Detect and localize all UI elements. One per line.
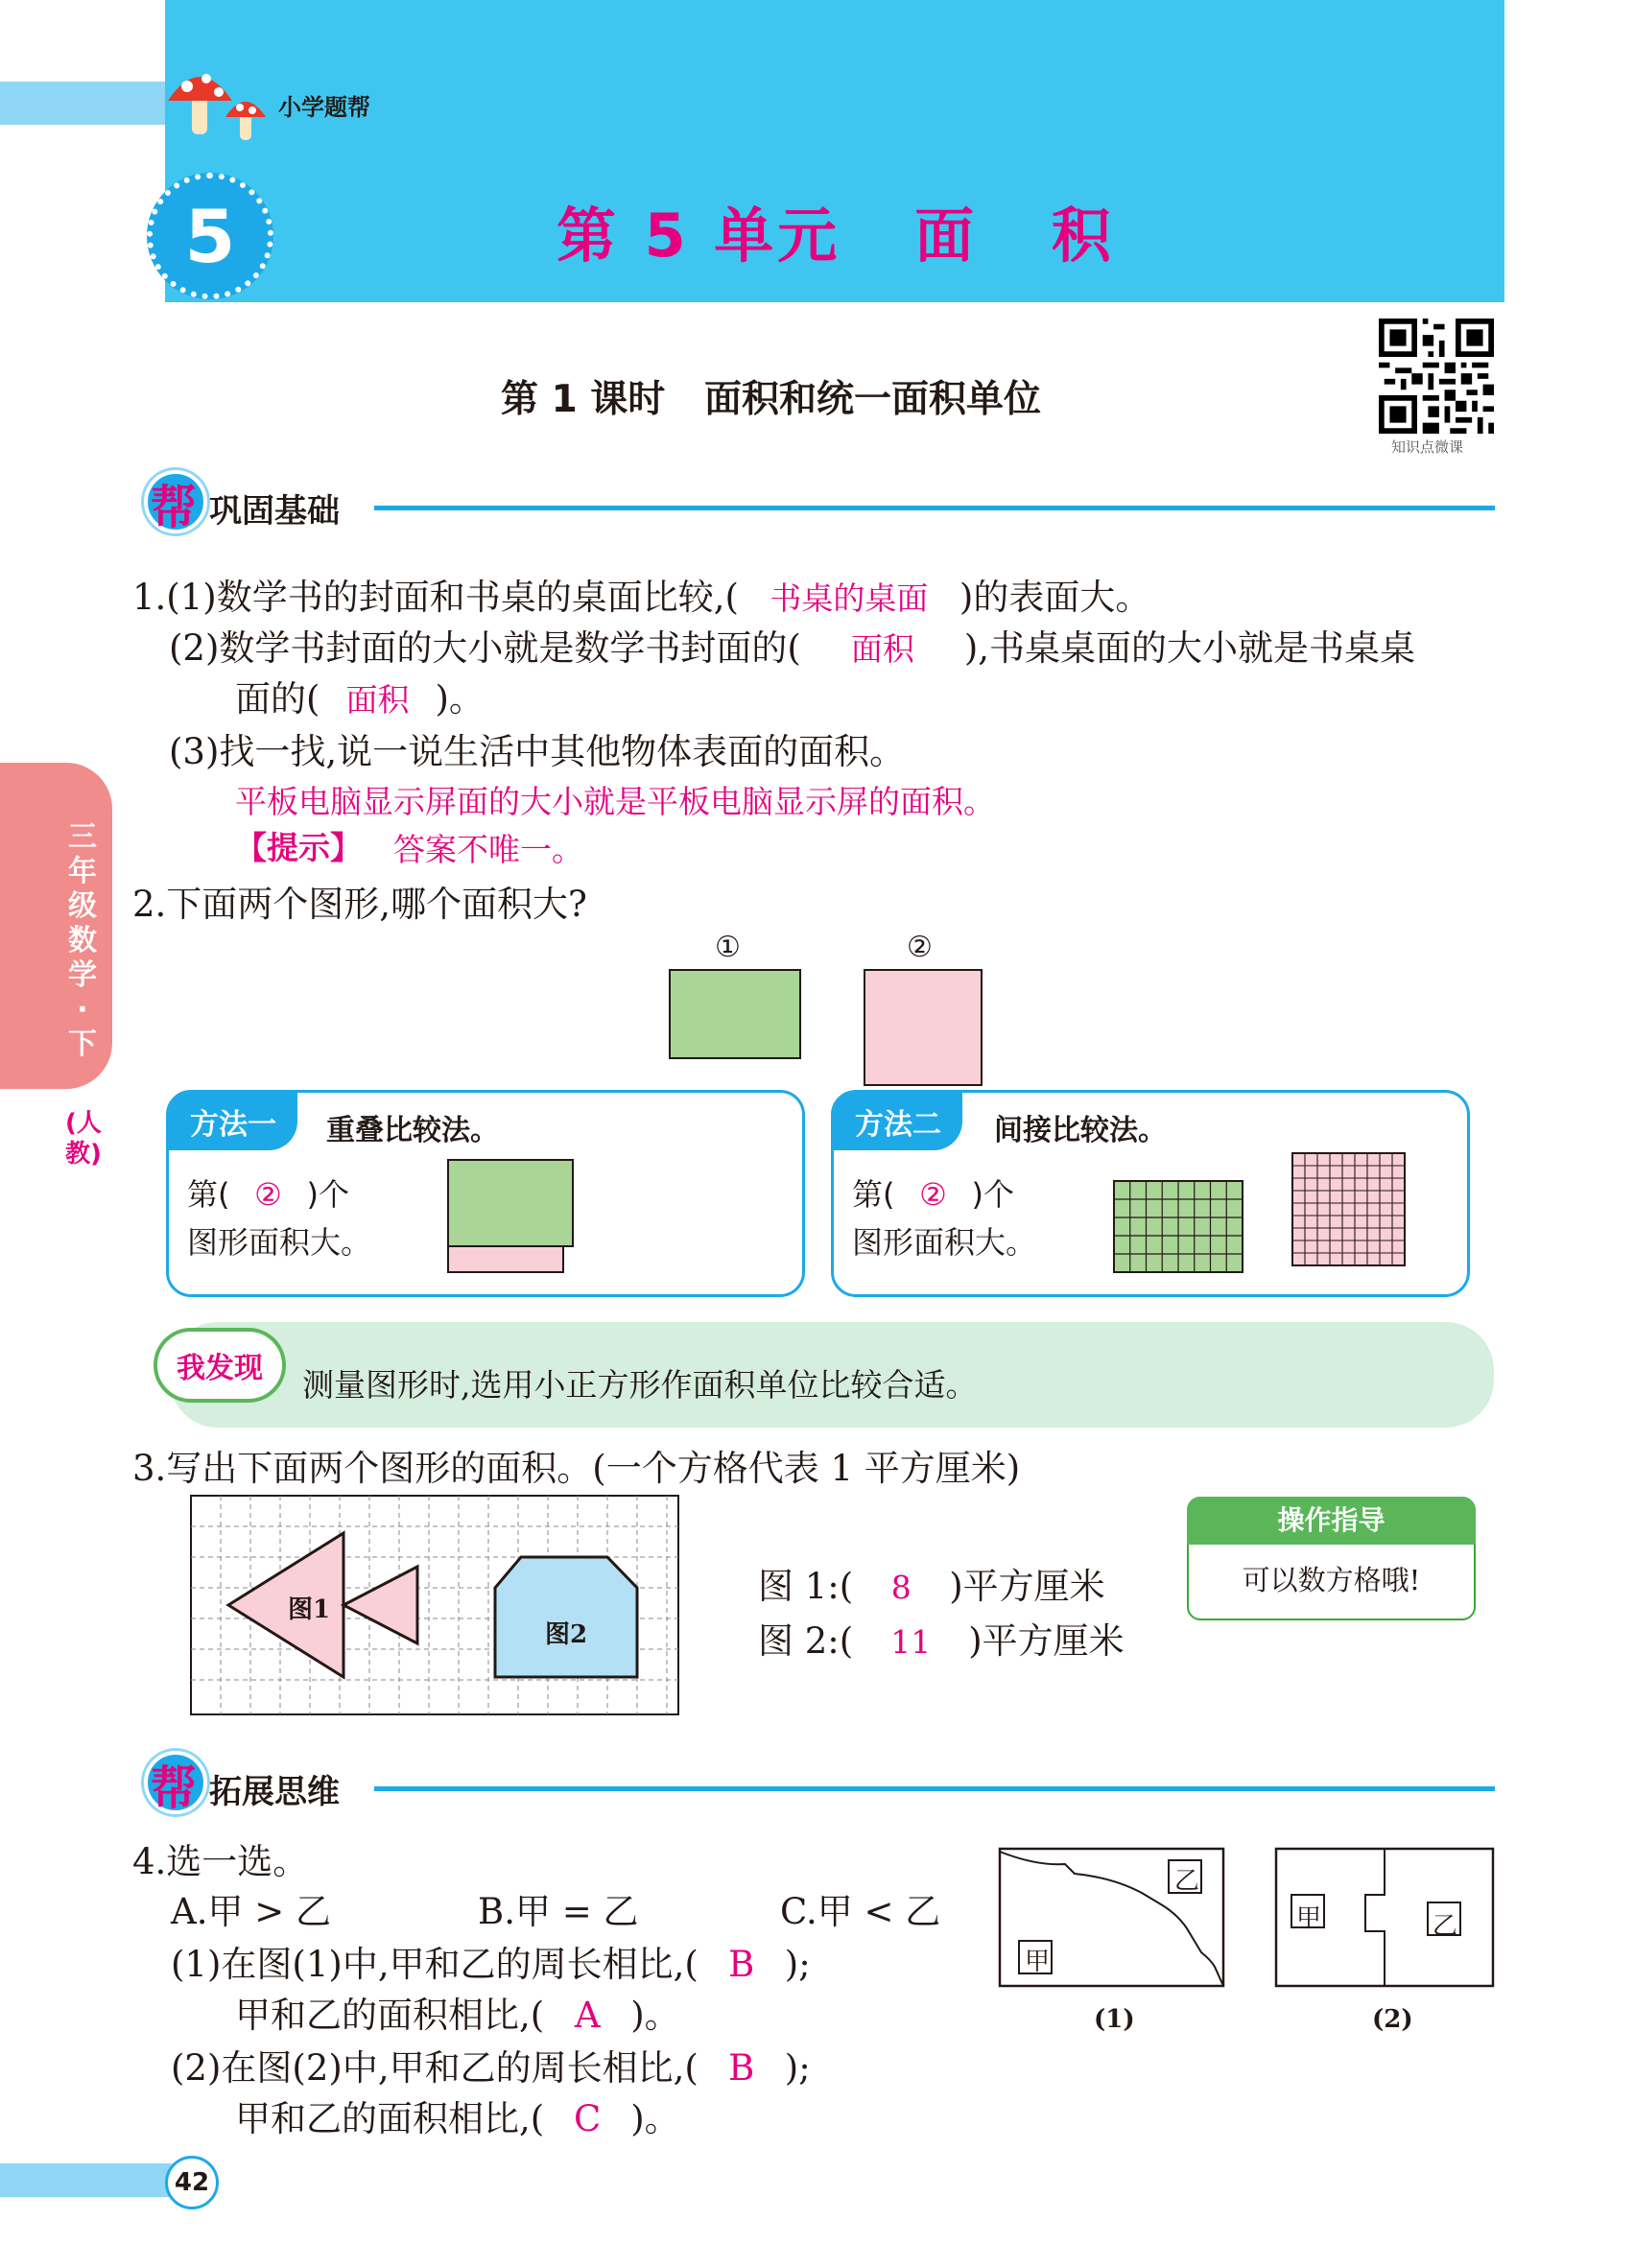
- method1-tag: 方法一: [169, 1093, 297, 1150]
- lesson-title: 第 1 课时 面积和统一面积单位: [501, 378, 1042, 421]
- q4-part1: (1)在图(1)中,甲和乙的周长相比,( B );: [171, 1944, 811, 1985]
- unit-number: 5: [184, 193, 236, 279]
- discover-text: 测量图形时,选用小正方形作面积单位比较合适。: [302, 1366, 978, 1404]
- q1-part2: (2)数学书封面的大小就是数学书封面的( 面积 ),书桌桌面的大小就是书桌桌: [169, 619, 1415, 671]
- shape2-pink-square: [864, 969, 983, 1086]
- page-number-bar: [0, 2163, 187, 2197]
- q4-fig1-jia: 甲: [1025, 1948, 1051, 1976]
- q3-question: 3.写出下面两个图形的面积。(一个方格代表 1 平方厘米): [132, 1448, 1021, 1489]
- q4-option-b: B.甲 = 乙: [478, 1891, 639, 1932]
- mushroom-icon: [163, 58, 278, 149]
- q4-fig2-jia: 甲: [1296, 1904, 1322, 1933]
- discover-tag: 我发现: [154, 1328, 286, 1403]
- method1-title: 重叠比较法。: [326, 1114, 499, 1147]
- q3-answer1: 8: [890, 1569, 912, 1606]
- q4-fig2-yi: 乙: [1433, 1912, 1458, 1941]
- grid-green-rect: [1113, 1180, 1247, 1276]
- q1-answer1: 书桌的桌面: [770, 579, 929, 617]
- q4-answer3: B: [728, 2047, 755, 2089]
- page-number: 42: [165, 2156, 219, 2209]
- shape2-label: ②: [907, 931, 933, 964]
- section-badge-char: 帮: [151, 1761, 198, 1815]
- unit-title: 第 5 单元 面 积: [557, 201, 1115, 271]
- section-divider: [374, 1786, 1495, 1791]
- q1-part1: 1.(1)数学书的封面和书桌的桌面比较,( 书桌的桌面 )的表面大。: [132, 568, 1150, 620]
- q3-fig2-label: 图2: [545, 1620, 588, 1649]
- q1-part3-answer: 平板电脑显示屏面的大小就是平板电脑显示屏的面积。: [235, 783, 995, 820]
- q3-answer2: 11: [890, 1623, 932, 1661]
- shape1-label: ①: [715, 931, 741, 964]
- q4-option-c: C.甲 < 乙: [780, 1891, 941, 1932]
- qr-caption: 知识点微课: [1391, 438, 1464, 456]
- shape1-green-rect: [669, 969, 801, 1059]
- side-tab-grade: 三年级数学·下: [68, 820, 97, 1061]
- q3-answer2-line: 图 2:( 11 )平方厘米: [758, 1620, 1125, 1662]
- q4-part2b: 甲和乙的面积相比,( C )。: [235, 2098, 680, 2139]
- q4-fig1-caption: (1): [1094, 2005, 1135, 2034]
- method2-answer: ②: [919, 1176, 947, 1213]
- q4-option-a: A.甲 > 乙: [171, 1891, 332, 1932]
- q3-grid-figure: [190, 1495, 681, 1720]
- q1-part3: (3)找一找,说一说生活中其他物体表面的面积。: [169, 731, 906, 772]
- guide-text: 可以数方格哦!: [1242, 1564, 1421, 1596]
- q4-fig1-yi: 乙: [1174, 1867, 1200, 1896]
- section-title-extend: 拓展思维: [209, 1773, 340, 1811]
- q1-answer2: 面积: [850, 630, 914, 668]
- grid-pink-square: [1291, 1151, 1410, 1271]
- hint-text: 答案不唯一。: [393, 831, 583, 868]
- q4-part1b: 甲和乙的面积相比,( A )。: [235, 1995, 680, 2036]
- method2-title: 间接比较法。: [994, 1114, 1167, 1147]
- q2-question: 2.下面两个图形,哪个面积大?: [132, 884, 587, 925]
- guide-title: 操作指导: [1187, 1497, 1476, 1545]
- method1-text: 第( ② )个: [187, 1176, 349, 1213]
- method2-tag: 方法二: [834, 1093, 962, 1150]
- q4-fig2-caption: (2): [1372, 2005, 1413, 2034]
- section-divider: [374, 506, 1495, 510]
- method1-text2: 图形面积大。: [187, 1224, 372, 1261]
- unit-number-badge: [147, 173, 273, 299]
- qr-code-icon[interactable]: [1379, 319, 1494, 434]
- q1-part2-cont: 面的( 面积 )。: [235, 670, 485, 721]
- q4-answer4: C: [574, 2098, 602, 2139]
- method2-text: 第( ② )个: [852, 1176, 1014, 1213]
- q3-fig1-label: 图1: [288, 1595, 331, 1624]
- side-tab-edition: (人教): [65, 1109, 102, 1169]
- brand-name: 小学题帮: [278, 94, 370, 121]
- q4-answer1: B: [728, 1944, 755, 1985]
- q4-answer2: A: [574, 1995, 601, 2036]
- section-title-basic: 巩固基础: [209, 492, 340, 531]
- q3-answer1-line: 图 1:( 8 )平方厘米: [758, 1566, 1105, 1607]
- method1-answer: ②: [254, 1176, 282, 1213]
- q4-question: 4.选一选。: [132, 1841, 309, 1882]
- method2-text2: 图形面积大。: [852, 1224, 1037, 1261]
- q1-answer3: 面积: [345, 681, 410, 719]
- overlap-green-rect: [447, 1159, 574, 1247]
- q4-part2: (2)在图(2)中,甲和乙的周长相比,( B );: [171, 2047, 811, 2089]
- section-badge-char: 帮: [151, 481, 198, 534]
- hint-label: 【提示】: [235, 829, 362, 866]
